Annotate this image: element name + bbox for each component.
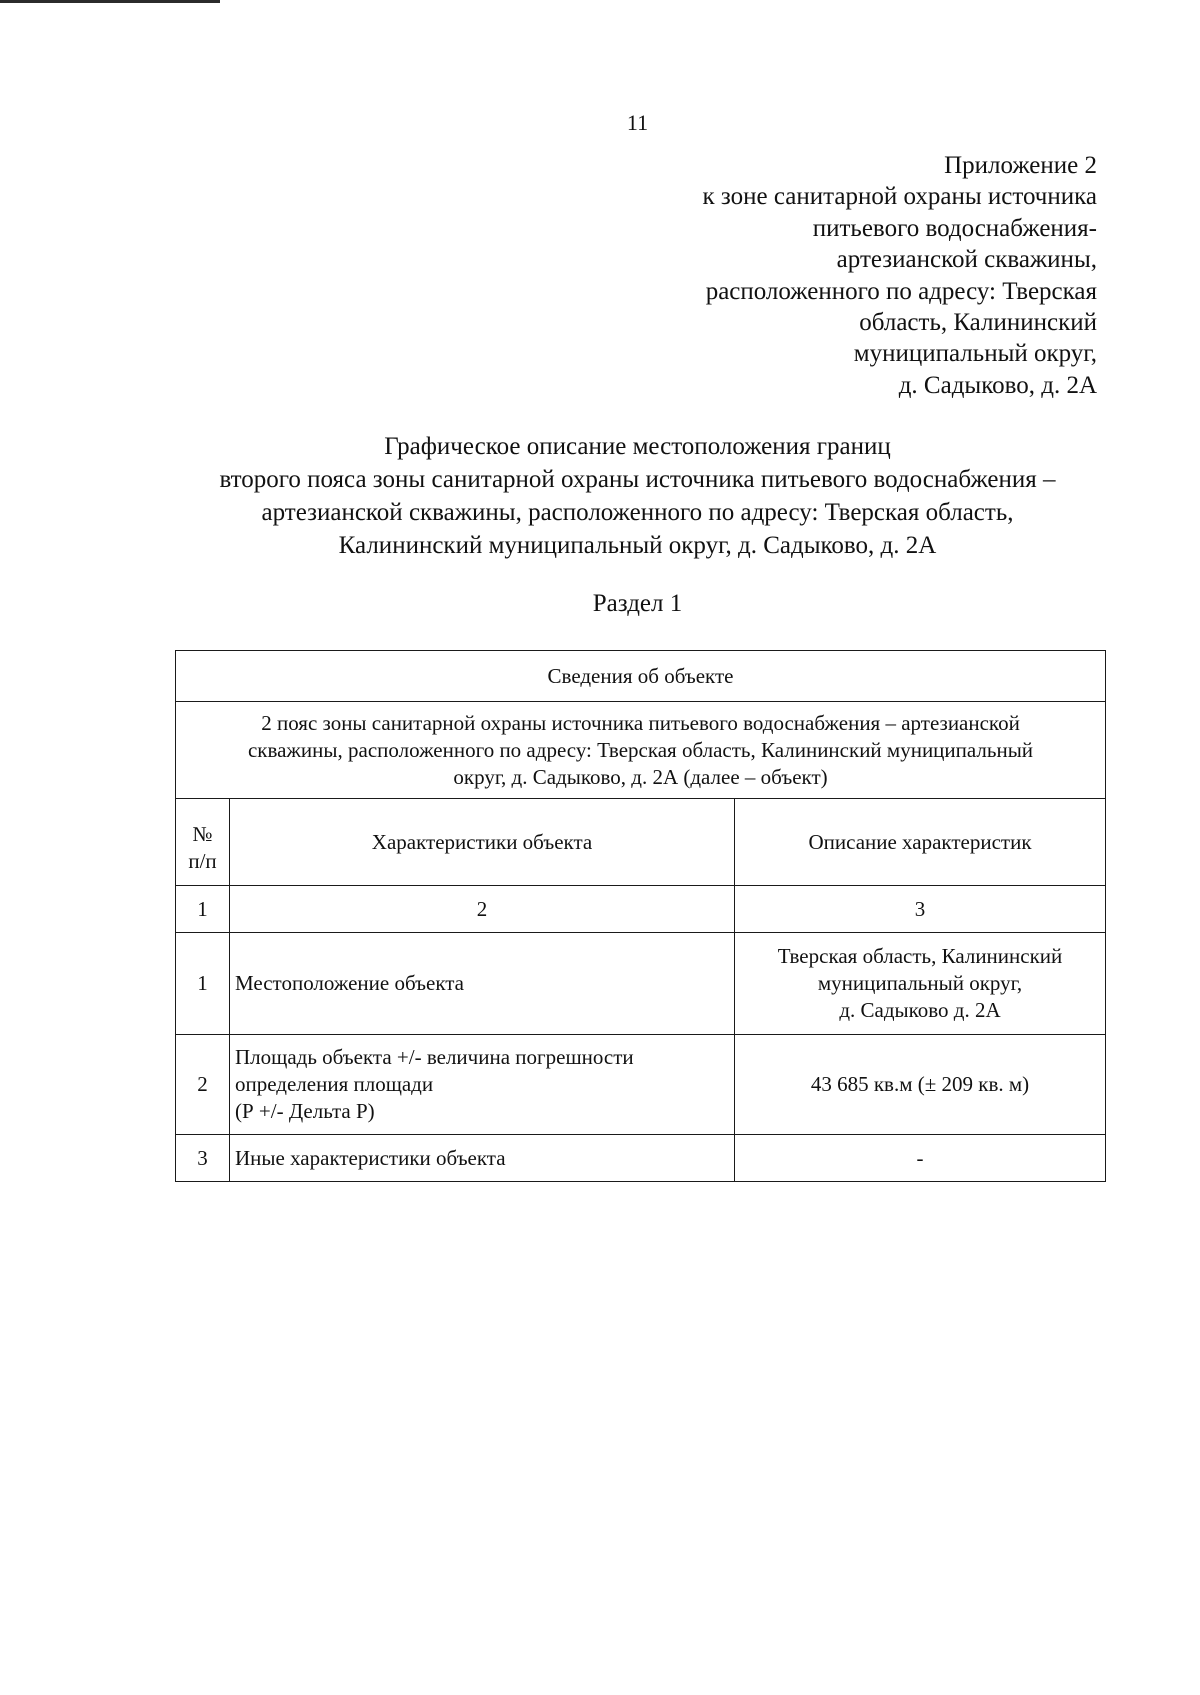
row-characteristic [230, 1035, 735, 1135]
annex-line: Приложение 2 [944, 152, 1097, 179]
characteristic-line: Местоположение объекта [235, 971, 465, 995]
object-info-table [175, 650, 1106, 1182]
column-index-row [176, 886, 1106, 933]
characteristic-line: Иные характеристики объекта [235, 1145, 506, 1170]
description-line: муниципальный округ, [817, 971, 1023, 995]
description-line: 43 685 кв.м (± 209 кв. м) [810, 1072, 1030, 1096]
column-index: 3 [735, 886, 1106, 933]
header-number-line: п/п [188, 849, 217, 873]
header-description: Описание характеристик [735, 799, 1106, 886]
object-description [176, 702, 1106, 799]
header-number [176, 799, 230, 886]
table-caption-row [176, 651, 1106, 702]
row-number: 3 [176, 1135, 230, 1182]
scan-edge-mark [0, 0, 220, 3]
description-line: д. Садыково д. 2А [839, 998, 1001, 1022]
annex-line: область, Калининский [859, 309, 1097, 337]
annex-line: артезианской скважины, [836, 246, 1097, 274]
column-index: 1 [176, 886, 230, 933]
object-description-row [176, 702, 1106, 799]
annex-line: к зоне санитарной охраны источника [702, 183, 1097, 211]
title-line: Калининский муниципальный округ, д. Садыково, д. 2А [338, 532, 937, 559]
row-characteristic [230, 1135, 735, 1182]
row-description [735, 1135, 1106, 1182]
row-description [735, 933, 1106, 1035]
table-caption: Сведения об объекте [176, 651, 1106, 702]
object-description-line: скважины, расположенного по адресу: Тверская область, Калининский муниципальный [247, 737, 1034, 762]
table-row [176, 933, 1106, 1035]
annex-line: питьевого водоснабжения- [812, 214, 1097, 242]
row-number: 2 [176, 1035, 230, 1135]
row-number: 1 [176, 933, 230, 1035]
annex-line: д. Садыково, д. 2А [898, 371, 1097, 399]
description-line: Тверская область, Калининский [777, 944, 1063, 968]
column-index: 2 [230, 886, 735, 933]
description-line: - [916, 1145, 924, 1170]
object-description-line: округ, д. Садыково, д. 2А (далее – объект) [453, 764, 828, 789]
characteristic-line: (Р +/- Дельта Р) [235, 1099, 375, 1123]
document-title [0, 430, 1200, 562]
annex-line: муниципальный округ, [853, 340, 1097, 368]
title-line: артезианской скважины, расположенного по адресу: Тверская область, [261, 499, 1014, 526]
table-row [176, 1135, 1106, 1182]
annex-header [537, 150, 1097, 401]
object-description-line: 2 пояс зоны санитарной охраны источника питьевого водоснабжения – артезианской [261, 710, 1020, 735]
table-header-row [176, 799, 1106, 886]
title-line: Графическое описание местоположения границ [384, 433, 891, 460]
row-description [735, 1035, 1106, 1135]
header-characteristics: Характеристики объекта [230, 799, 735, 886]
characteristic-line: Площадь объекта +/- величина погрешности [235, 1045, 634, 1069]
characteristic-line: определения площади [235, 1072, 434, 1096]
annex-line: расположенного по адресу: Тверская [705, 277, 1097, 305]
page-number: 11 [626, 110, 649, 135]
header-number-line: № [192, 822, 213, 846]
row-characteristic [230, 933, 735, 1035]
title-line: второго пояса зоны санитарной охраны источника питьевого водоснабжения – [219, 466, 1056, 493]
table-row [176, 1035, 1106, 1135]
section-heading: Раздел 1 [592, 590, 683, 617]
